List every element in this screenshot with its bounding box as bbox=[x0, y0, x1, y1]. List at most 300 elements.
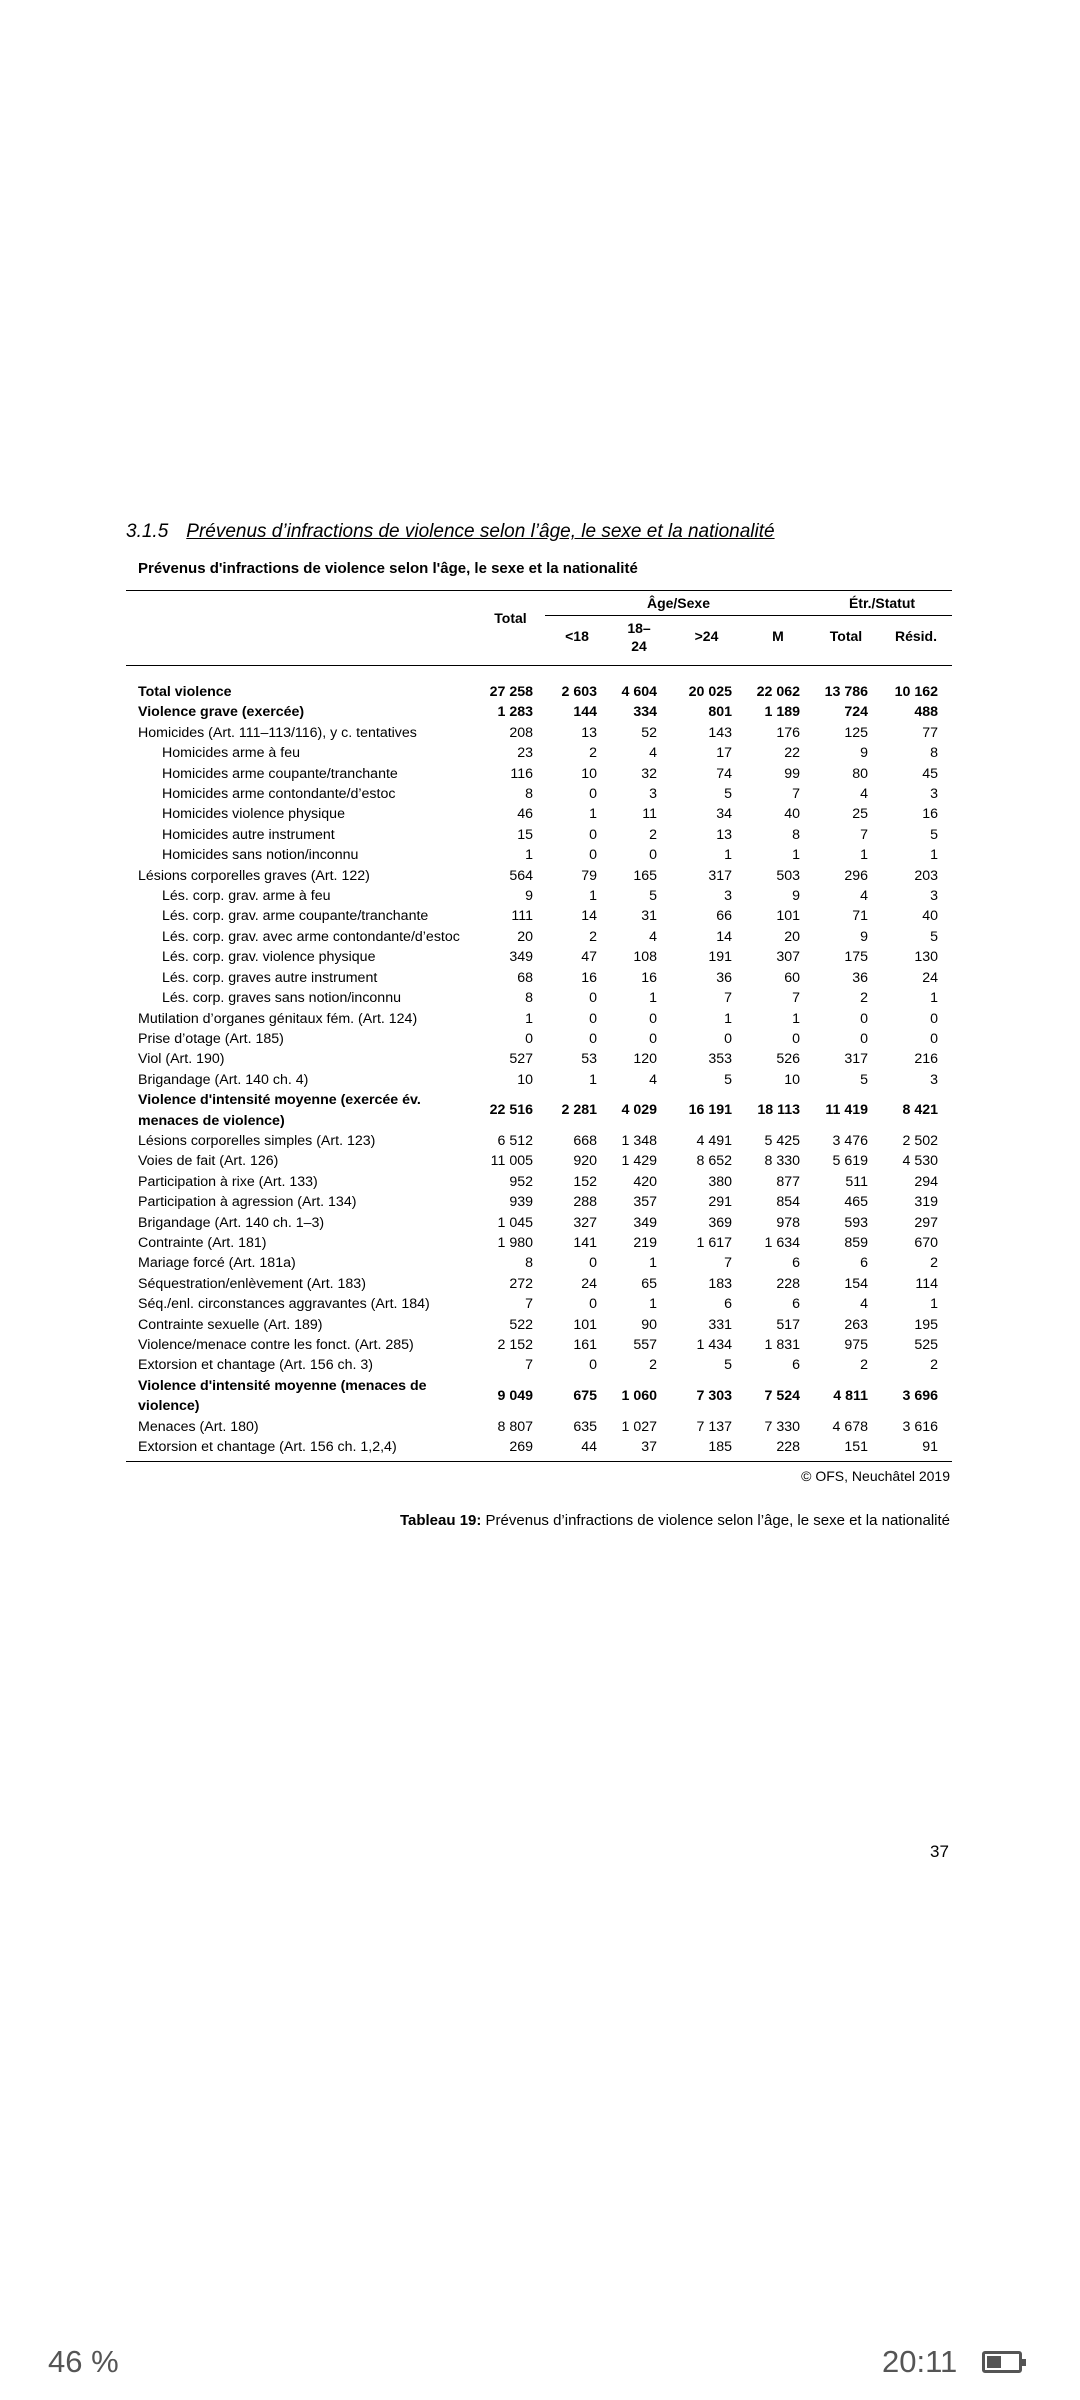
header-group-status: Étr./Statut bbox=[812, 591, 952, 616]
cell-male: 307 bbox=[776, 949, 800, 966]
table-row bbox=[126, 702, 952, 722]
section-heading bbox=[126, 518, 952, 546]
cell-foreign-total: 175 bbox=[844, 949, 868, 966]
cell-lt18: 0 bbox=[589, 1296, 597, 1313]
cell-total: 15 bbox=[517, 826, 533, 843]
cell-male: 1 bbox=[792, 847, 800, 864]
cell-gt24: 7 bbox=[724, 1255, 732, 1272]
cell-gt24: 74 bbox=[716, 765, 732, 782]
cell-foreign-total: 317 bbox=[844, 1051, 868, 1068]
row-label: Menaces (Art. 180) bbox=[138, 1418, 259, 1435]
cell-male: 9 bbox=[792, 888, 800, 905]
table-row bbox=[126, 947, 952, 967]
cell-total: 27 258 bbox=[489, 684, 533, 700]
cell-male: 8 bbox=[792, 826, 800, 843]
cell-lt18: 47 bbox=[581, 949, 597, 966]
cell-total: 349 bbox=[509, 949, 533, 966]
cell-total: 527 bbox=[509, 1051, 533, 1068]
cell-male: 10 bbox=[784, 1071, 800, 1088]
cell-18-24: 4 604 bbox=[621, 684, 657, 700]
cell-male: 99 bbox=[784, 765, 800, 782]
cell-foreign-total: 2 bbox=[860, 990, 868, 1007]
header-male: M bbox=[772, 628, 784, 644]
cell-resident: 40 bbox=[922, 908, 938, 925]
table-row bbox=[126, 1315, 952, 1335]
row-label: Contrainte sexuelle (Art. 189) bbox=[138, 1316, 323, 1333]
cell-gt24: 5 bbox=[724, 786, 732, 803]
cell-18-24: 1 060 bbox=[621, 1388, 657, 1405]
cell-total: 1 bbox=[525, 1010, 533, 1027]
cell-lt18: 1 bbox=[589, 806, 597, 823]
table-row bbox=[126, 1376, 952, 1417]
cell-18-24: 0 bbox=[649, 1010, 657, 1027]
table-row bbox=[126, 743, 952, 763]
header-foreign-total: Total bbox=[829, 628, 863, 644]
table-row bbox=[126, 845, 952, 865]
cell-18-24: 1 429 bbox=[621, 1153, 657, 1170]
cell-male: 18 113 bbox=[757, 1102, 800, 1119]
cell-18-24: 108 bbox=[633, 949, 657, 966]
cell-male: 0 bbox=[792, 1030, 800, 1047]
cell-foreign-total: 263 bbox=[844, 1316, 868, 1333]
cell-resident: 0 bbox=[930, 1010, 938, 1027]
cell-18-24: 420 bbox=[633, 1173, 657, 1190]
cell-total: 272 bbox=[509, 1275, 533, 1292]
cell-foreign-total: 0 bbox=[860, 1030, 868, 1047]
cell-resident: 8 bbox=[930, 745, 938, 762]
cell-18-24: 4 bbox=[649, 745, 657, 762]
cell-male: 60 bbox=[784, 969, 800, 986]
cell-total: 6 512 bbox=[497, 1132, 533, 1149]
cell-18-24: 65 bbox=[641, 1275, 657, 1292]
clock-time: 20:11 bbox=[882, 2344, 958, 2379]
row-label: Séq./enl. circonstances aggravantes (Art. 184) bbox=[138, 1296, 430, 1313]
table-row bbox=[126, 1192, 952, 1212]
cell-male: 1 189 bbox=[764, 704, 800, 721]
table-row bbox=[126, 1172, 952, 1192]
cell-resident: 3 696 bbox=[902, 1388, 938, 1405]
cell-18-24: 165 bbox=[633, 867, 657, 884]
cell-18-24: 334 bbox=[633, 704, 657, 721]
cell-foreign-total: 0 bbox=[860, 1010, 868, 1027]
cell-foreign-total: 25 bbox=[852, 806, 868, 823]
cell-gt24: 1 bbox=[724, 1010, 732, 1027]
table-row bbox=[126, 968, 952, 988]
cell-total: 522 bbox=[509, 1316, 533, 1333]
row-label: Homicides autre instrument bbox=[162, 826, 335, 843]
cell-18-24: 2 bbox=[649, 1357, 657, 1374]
cell-total: 20 bbox=[517, 928, 533, 945]
cell-18-24: 4 029 bbox=[621, 1102, 657, 1119]
cell-lt18: 144 bbox=[573, 704, 597, 721]
cell-male: 526 bbox=[776, 1051, 800, 1068]
cell-gt24: 8 652 bbox=[696, 1153, 732, 1170]
cell-foreign-total: 4 bbox=[860, 786, 868, 803]
row-label: Mutilation d’organes génitaux fém. (Art. 124) bbox=[138, 1010, 418, 1027]
cell-total: 68 bbox=[517, 969, 533, 986]
cell-foreign-total: 80 bbox=[852, 765, 868, 782]
cell-gt24: 1 617 bbox=[696, 1234, 732, 1251]
table-row bbox=[126, 1437, 952, 1457]
cell-resident: 45 bbox=[922, 765, 938, 782]
cell-lt18: 2 281 bbox=[561, 1102, 597, 1119]
cell-gt24: 66 bbox=[716, 908, 732, 925]
cell-male: 8 330 bbox=[764, 1153, 800, 1170]
cell-18-24: 52 bbox=[641, 724, 657, 741]
cell-resident: 3 bbox=[930, 1071, 938, 1088]
cell-male: 7 bbox=[792, 990, 800, 1007]
cell-male: 503 bbox=[776, 867, 800, 884]
cell-male: 6 bbox=[792, 1296, 800, 1313]
cell-gt24: 143 bbox=[708, 724, 732, 741]
cell-lt18: 10 bbox=[581, 765, 597, 782]
cell-lt18: 16 bbox=[581, 969, 597, 986]
cell-foreign-total: 9 bbox=[860, 745, 868, 762]
cell-foreign-total: 36 bbox=[852, 969, 868, 986]
cell-foreign-total: 9 bbox=[860, 928, 868, 945]
cell-gt24: 291 bbox=[708, 1194, 732, 1211]
cell-male: 5 425 bbox=[764, 1132, 800, 1149]
cell-resident: 319 bbox=[914, 1194, 938, 1211]
cell-18-24: 31 bbox=[641, 908, 657, 925]
cell-gt24: 380 bbox=[708, 1173, 732, 1190]
cell-18-24: 1 bbox=[649, 990, 657, 1007]
cell-total: 46 bbox=[517, 806, 533, 823]
table-row bbox=[126, 988, 952, 1008]
cell-resident: 77 bbox=[922, 724, 938, 741]
cell-gt24: 7 303 bbox=[696, 1388, 732, 1405]
cell-lt18: 0 bbox=[589, 1357, 597, 1374]
table-row bbox=[126, 1213, 952, 1233]
cell-gt24: 5 bbox=[724, 1357, 732, 1374]
cell-male: 7 524 bbox=[764, 1388, 800, 1405]
cell-18-24: 1 bbox=[649, 1255, 657, 1272]
cell-resident: 2 bbox=[930, 1357, 938, 1374]
table-row bbox=[126, 1417, 952, 1437]
cell-male: 877 bbox=[776, 1173, 800, 1190]
cell-total: 1 045 bbox=[497, 1214, 533, 1231]
cell-total: 116 bbox=[510, 765, 533, 782]
row-label: Brigandage (Art. 140 ch. 4) bbox=[138, 1071, 309, 1088]
cell-lt18: 2 bbox=[589, 745, 597, 762]
cell-resident: 16 bbox=[922, 806, 938, 823]
cell-18-24: 4 bbox=[649, 1071, 657, 1088]
cell-foreign-total: 3 476 bbox=[832, 1132, 868, 1149]
cell-resident: 195 bbox=[914, 1316, 938, 1333]
cell-lt18: 1 bbox=[589, 888, 597, 905]
section-number: 3.1.5 bbox=[126, 521, 169, 542]
row-label: Lés. corp. graves autre instrument bbox=[162, 969, 378, 986]
cell-lt18: 675 bbox=[573, 1388, 597, 1405]
cell-18-24: 1 bbox=[649, 1296, 657, 1313]
table-row bbox=[126, 1070, 952, 1090]
row-label: Homicides arme à feu bbox=[162, 745, 300, 762]
cell-18-24: 357 bbox=[633, 1194, 657, 1211]
cell-foreign-total: 6 bbox=[860, 1255, 868, 1272]
table-row bbox=[126, 764, 952, 784]
cell-male: 22 bbox=[784, 745, 800, 762]
cell-gt24: 20 025 bbox=[688, 684, 732, 700]
cell-total: 9 049 bbox=[497, 1388, 533, 1405]
cell-18-24: 90 bbox=[641, 1316, 657, 1333]
cell-total: 111 bbox=[511, 908, 533, 925]
cell-resident: 0 bbox=[930, 1030, 938, 1047]
caption-label: Tableau 19: bbox=[399, 1512, 482, 1530]
cell-total: 22 516 bbox=[489, 1102, 533, 1119]
cell-resident: 203 bbox=[914, 867, 938, 884]
cell-lt18: 141 bbox=[573, 1234, 597, 1251]
cell-gt24: 331 bbox=[708, 1316, 732, 1333]
row-label: Homicides violence physique bbox=[162, 806, 345, 823]
cell-lt18: 0 bbox=[589, 1255, 597, 1272]
header-18-24 bbox=[609, 619, 669, 655]
cell-gt24: 16 191 bbox=[688, 1102, 732, 1119]
table-row bbox=[126, 1294, 952, 1314]
cell-resident: 488 bbox=[914, 704, 938, 721]
cell-lt18: 0 bbox=[589, 847, 597, 864]
cell-18-24: 1 348 bbox=[621, 1132, 657, 1149]
cell-total: 1 bbox=[525, 847, 533, 864]
cell-18-24: 5 bbox=[649, 888, 657, 905]
cell-lt18: 0 bbox=[589, 1010, 597, 1027]
table-row bbox=[126, 1049, 952, 1069]
cell-total: 8 bbox=[525, 990, 533, 1007]
cell-total: 564 bbox=[509, 867, 533, 884]
cell-resident: 3 bbox=[930, 888, 938, 905]
row-label: Lés. corp. grav. arme coupante/tranchante bbox=[162, 908, 429, 925]
page-number: 37 bbox=[930, 1842, 949, 1861]
cell-gt24: 801 bbox=[708, 704, 732, 721]
cell-gt24: 1 434 bbox=[696, 1337, 732, 1353]
cell-gt24: 369 bbox=[708, 1214, 732, 1231]
table-row bbox=[126, 1274, 952, 1294]
header-resident: Résid. bbox=[894, 628, 937, 644]
header-total: Total bbox=[494, 610, 527, 626]
cell-lt18: 1 bbox=[589, 1071, 597, 1088]
cell-foreign-total: 593 bbox=[844, 1214, 868, 1231]
cell-resident: 4 530 bbox=[902, 1153, 938, 1170]
battery-percent: 46 % bbox=[48, 2344, 119, 2379]
table-row bbox=[126, 1253, 952, 1273]
cell-foreign-total: 11 419 bbox=[825, 1102, 868, 1119]
cell-lt18: 101 bbox=[573, 1316, 597, 1333]
cell-lt18: 161 bbox=[573, 1337, 597, 1353]
cell-total: 939 bbox=[509, 1194, 533, 1211]
row-label: Violence d'intensité moyenne (exercée év. menaces de violence) bbox=[138, 1092, 421, 1129]
table-row bbox=[126, 825, 952, 845]
cell-foreign-total: 154 bbox=[844, 1275, 868, 1292]
cell-total: 2 152 bbox=[497, 1337, 533, 1353]
caption-text: Prévenus d’infractions de violence selon l’âge, le sexe et la nationalité bbox=[485, 1512, 950, 1530]
source-note: © OFS, Neuchâtel 2019 bbox=[801, 1468, 950, 1485]
table-row bbox=[126, 1151, 952, 1171]
cell-gt24: 7 bbox=[724, 990, 732, 1007]
cell-lt18: 53 bbox=[581, 1051, 597, 1068]
row-label: Homicides sans notion/inconnu bbox=[162, 847, 359, 864]
row-label: Violence grave (exercée) bbox=[138, 704, 305, 721]
cell-foreign-total: 724 bbox=[844, 704, 868, 721]
cell-total: 952 bbox=[509, 1173, 533, 1190]
row-label: Lés. corp. graves sans notion/inconnu bbox=[162, 990, 401, 1007]
cell-male: 228 bbox=[776, 1439, 800, 1456]
battery-icon bbox=[982, 2351, 1022, 2373]
cell-lt18: 0 bbox=[589, 786, 597, 803]
cell-male: 854 bbox=[776, 1194, 800, 1211]
cell-gt24: 14 bbox=[716, 928, 732, 945]
cell-total: 0 bbox=[525, 1030, 533, 1047]
row-label: Violence d'intensité moyenne (menaces de violence) bbox=[138, 1377, 427, 1415]
cell-resident: 525 bbox=[914, 1337, 938, 1353]
cell-male: 1 831 bbox=[764, 1337, 800, 1353]
cell-total: 11 005 bbox=[490, 1153, 533, 1170]
cell-male: 6 bbox=[792, 1357, 800, 1374]
row-label: Viol (Art. 190) bbox=[138, 1051, 225, 1068]
cell-total: 208 bbox=[509, 724, 533, 741]
cell-18-24: 3 bbox=[649, 786, 657, 803]
row-label: Extorsion et chantage (Art. 156 ch. 3) bbox=[138, 1357, 374, 1374]
cell-lt18: 327 bbox=[573, 1214, 597, 1231]
cell-gt24: 36 bbox=[716, 969, 732, 986]
table-row bbox=[126, 1335, 952, 1355]
cell-male: 176 bbox=[776, 724, 800, 741]
cell-total: 8 bbox=[525, 1255, 533, 1272]
cell-resident: 1 bbox=[930, 1296, 938, 1313]
table-row bbox=[126, 784, 952, 804]
cell-gt24: 353 bbox=[708, 1051, 732, 1068]
cell-foreign-total: 511 bbox=[845, 1173, 868, 1190]
row-label: Lés. corp. grav. arme à feu bbox=[162, 888, 331, 905]
row-label: Homicides (Art. 111–113/116), y c. tentatives bbox=[138, 724, 417, 741]
cell-resident: 130 bbox=[914, 949, 938, 966]
cell-resident: 24 bbox=[922, 969, 938, 986]
cell-18-24: 120 bbox=[633, 1051, 657, 1068]
cell-foreign-total: 296 bbox=[844, 867, 868, 884]
cell-lt18: 0 bbox=[589, 990, 597, 1007]
cell-total: 269 bbox=[509, 1439, 533, 1456]
cell-18-24: 37 bbox=[641, 1439, 657, 1456]
cell-gt24: 7 137 bbox=[696, 1418, 732, 1435]
cell-lt18: 79 bbox=[581, 867, 597, 884]
cell-lt18: 2 bbox=[589, 928, 597, 945]
row-label: Violence/menace contre les fonct. (Art. 285) bbox=[138, 1337, 414, 1353]
cell-total: 1 980 bbox=[497, 1234, 533, 1251]
cell-gt24: 185 bbox=[708, 1439, 732, 1456]
cell-lt18: 152 bbox=[573, 1173, 597, 1190]
table-row bbox=[126, 866, 952, 886]
cell-male: 517 bbox=[776, 1316, 800, 1333]
row-label: Total violence bbox=[138, 684, 232, 700]
cell-gt24: 34 bbox=[716, 806, 732, 823]
cell-resident: 1 bbox=[930, 847, 938, 864]
cell-18-24: 0 bbox=[649, 847, 657, 864]
table-caption bbox=[126, 1512, 952, 1529]
cell-resident: 2 bbox=[930, 1255, 938, 1272]
table-row bbox=[126, 682, 952, 702]
row-label: Participation à agression (Art. 134) bbox=[138, 1194, 357, 1211]
cell-male: 1 634 bbox=[764, 1234, 800, 1251]
cell-resident: 5 bbox=[930, 826, 938, 843]
table-row bbox=[126, 886, 952, 906]
header-18-24-line2: 24 bbox=[631, 638, 647, 654]
cell-foreign-total: 1 bbox=[860, 847, 868, 864]
cell-total: 9 bbox=[525, 888, 533, 905]
cell-gt24: 13 bbox=[716, 826, 732, 843]
cell-gt24: 317 bbox=[708, 867, 732, 884]
section-title: Prévenus d’infractions de violence selon l’âge, le sexe et la nationalité bbox=[186, 521, 775, 542]
cell-total: 10 bbox=[517, 1071, 533, 1088]
cell-18-24: 32 bbox=[641, 765, 657, 782]
cell-18-24: 1 027 bbox=[621, 1418, 657, 1435]
cell-resident: 297 bbox=[914, 1214, 938, 1231]
cell-male: 22 062 bbox=[756, 684, 800, 700]
row-label: Prise d’otage (Art. 185) bbox=[138, 1030, 284, 1047]
cell-foreign-total: 465 bbox=[844, 1194, 868, 1211]
row-label: Homicides arme coupante/tranchante bbox=[162, 765, 398, 782]
row-label: Extorsion et chantage (Art. 156 ch. 1,2,4) bbox=[138, 1439, 397, 1456]
table-row bbox=[126, 723, 952, 743]
cell-resident: 91 bbox=[922, 1439, 938, 1456]
cell-18-24: 11 bbox=[642, 806, 657, 823]
header-group-age-sex: Âge/Sexe bbox=[545, 591, 812, 616]
cell-lt18: 24 bbox=[581, 1275, 597, 1292]
cell-gt24: 183 bbox=[708, 1275, 732, 1292]
cell-18-24: 557 bbox=[633, 1337, 657, 1353]
table-row bbox=[126, 927, 952, 947]
cell-resident: 2 502 bbox=[902, 1132, 938, 1149]
table-row bbox=[126, 1233, 952, 1253]
cell-foreign-total: 13 786 bbox=[824, 684, 868, 700]
row-label: Contrainte (Art. 181) bbox=[138, 1234, 267, 1251]
cell-gt24: 191 bbox=[708, 949, 732, 966]
cell-resident: 3 bbox=[930, 786, 938, 803]
cell-18-24: 2 bbox=[649, 826, 657, 843]
table-row bbox=[126, 1131, 952, 1151]
cell-male: 1 bbox=[792, 1010, 800, 1027]
row-label: Lés. corp. grav. violence physique bbox=[162, 949, 376, 966]
cell-gt24: 6 bbox=[724, 1296, 732, 1313]
cell-lt18: 2 603 bbox=[561, 684, 597, 700]
row-label: Homicides arme contondante/d’estoc bbox=[162, 786, 396, 803]
cell-lt18: 14 bbox=[581, 908, 597, 925]
cell-foreign-total: 7 bbox=[860, 826, 868, 843]
header-lt18: <18 bbox=[565, 628, 589, 644]
cell-foreign-total: 4 bbox=[860, 1296, 868, 1313]
cell-foreign-total: 4 bbox=[860, 888, 868, 905]
cell-lt18: 635 bbox=[573, 1418, 597, 1435]
cell-lt18: 0 bbox=[589, 826, 597, 843]
cell-lt18: 0 bbox=[589, 1030, 597, 1047]
table-body bbox=[126, 666, 952, 1457]
cell-male: 20 bbox=[784, 928, 800, 945]
cell-18-24: 349 bbox=[633, 1214, 657, 1231]
cell-male: 6 bbox=[792, 1255, 800, 1272]
table-row bbox=[126, 1090, 952, 1131]
cell-total: 7 bbox=[525, 1357, 533, 1374]
cell-total: 8 807 bbox=[497, 1418, 533, 1435]
cell-18-24: 0 bbox=[649, 1030, 657, 1047]
cell-male: 40 bbox=[784, 806, 800, 823]
statistics-table bbox=[126, 590, 952, 1462]
row-label: Brigandage (Art. 140 ch. 1–3) bbox=[138, 1214, 325, 1231]
cell-total: 23 bbox=[517, 745, 533, 762]
row-label: Voies de fait (Art. 126) bbox=[138, 1153, 279, 1170]
cell-resident: 294 bbox=[914, 1173, 938, 1190]
row-label: Lés. corp. grav. avec arme contondante/d’estoc bbox=[162, 928, 460, 945]
cell-resident: 216 bbox=[914, 1051, 938, 1068]
table-header bbox=[126, 591, 952, 666]
cell-18-24: 4 bbox=[649, 928, 657, 945]
cell-total: 8 bbox=[525, 786, 533, 803]
